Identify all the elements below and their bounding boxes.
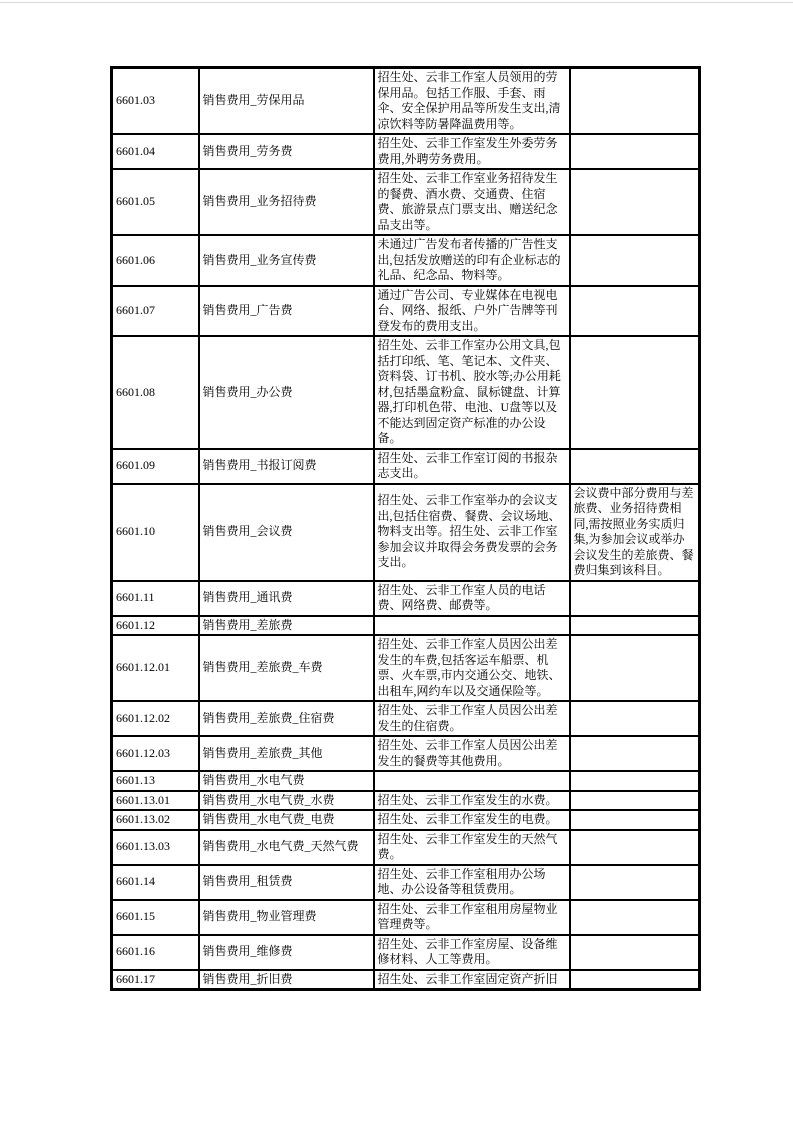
account-name-cell: 销售费用_差旅费_住宿费 — [199, 701, 374, 736]
account-code-cell: 6601.03 — [112, 68, 199, 135]
account-description-cell: 招生处、云非工作室租用房屋物业管理费等。 — [374, 900, 570, 935]
table-row — [112, 616, 700, 636]
account-notes-cell — [570, 970, 700, 990]
account-name-cell: 销售费用_水电气费_水费 — [199, 791, 374, 811]
account-notes-cell: 会议费中部分费用与差旅费、业务招待费相同,需按照业务实质归集,为参加会议或举办会议发生的差旅费、餐费归集到该科目。 — [570, 484, 700, 581]
table-row — [112, 286, 700, 337]
table-row — [112, 900, 700, 935]
account-notes-cell — [570, 810, 700, 830]
table-row — [112, 449, 700, 484]
expense-account-table-body — [112, 68, 700, 990]
account-code-cell: 6601.12.02 — [112, 701, 199, 736]
account-notes-cell — [570, 635, 700, 701]
account-notes-cell — [570, 68, 700, 135]
account-name-cell: 销售费用_水电气费_电费 — [199, 810, 374, 830]
table-row — [112, 134, 700, 169]
account-code-cell: 6601.14 — [112, 865, 199, 900]
account-notes-cell — [570, 449, 700, 484]
account-name-cell: 销售费用_劳保用品 — [199, 68, 374, 135]
account-description-cell — [374, 771, 570, 791]
account-notes-cell — [570, 336, 700, 449]
account-code-cell: 6601.16 — [112, 935, 199, 970]
table-row — [112, 635, 700, 701]
account-code-cell: 6601.13.01 — [112, 791, 199, 811]
account-code-cell: 6601.10 — [112, 484, 199, 581]
account-notes-cell — [570, 865, 700, 900]
account-description-cell: 招生处、云非工作室人员因公出差发生的餐费等其他费用。 — [374, 736, 570, 771]
account-name-cell: 销售费用_差旅费_其他 — [199, 736, 374, 771]
account-name-cell: 销售费用_书报订阅费 — [199, 449, 374, 484]
account-name-cell: 销售费用_维修费 — [199, 935, 374, 970]
account-notes-cell — [570, 935, 700, 970]
account-notes-cell — [570, 134, 700, 169]
account-code-cell: 6601.13.03 — [112, 830, 199, 865]
table-row — [112, 865, 700, 900]
table-row — [112, 169, 700, 235]
account-notes-cell — [570, 771, 700, 791]
account-name-cell: 销售费用_租赁费 — [199, 865, 374, 900]
account-description-cell: 招生处、云非工作室业务招待发生的餐费、酒水费、交通费、住宿费、旅游景点门票支出、赠送纪念品支出等。 — [374, 169, 570, 235]
account-name-cell: 销售费用_办公费 — [199, 336, 374, 449]
account-notes-cell — [570, 900, 700, 935]
account-description-cell: 招生处、云非工作室发生外委劳务费用,外聘劳务费用。 — [374, 134, 570, 169]
table-row — [112, 970, 700, 990]
account-description-cell: 招生处、云非工作室发生的电费。 — [374, 810, 570, 830]
table-row — [112, 810, 700, 830]
account-name-cell: 销售费用_折旧费 — [199, 970, 374, 990]
account-code-cell: 6601.04 — [112, 134, 199, 169]
account-name-cell: 销售费用_业务招待费 — [199, 169, 374, 235]
account-description-cell: 招生处、云非工作室人员领用的劳保用品。包括工作服、手套、雨伞、安全保护用品等所发生支出,清凉饮料等防暑降温费用等。 — [374, 68, 570, 135]
account-name-cell: 销售费用_劳务费 — [199, 134, 374, 169]
account-description-cell: 未通过广告发布者传播的广告性支出,包括发放赠送的印有企业标志的礼品、纪念品、物料等。 — [374, 235, 570, 286]
account-code-cell: 6601.12.01 — [112, 635, 199, 701]
account-name-cell: 销售费用_水电气费 — [199, 771, 374, 791]
account-notes-cell — [570, 701, 700, 736]
account-notes-cell — [570, 286, 700, 337]
account-notes-cell — [570, 235, 700, 286]
account-description-cell: 招生处、云非工作室办公用文具,包括打印纸、笔、笔记本、文件夹、资料袋、订书机、胶水等;办公用耗材,包括墨盒粉盒、鼠标键盘、计算器,打印机色带、电池、U盘等以及不能达到固定资产标准的办公设备。 — [374, 336, 570, 449]
table-row — [112, 235, 700, 286]
account-name-cell: 销售费用_业务宣传费 — [199, 235, 374, 286]
account-notes-cell — [570, 791, 700, 811]
table-row — [112, 336, 700, 449]
account-name-cell: 销售费用_水电气费_天然气费 — [199, 830, 374, 865]
account-code-cell: 6601.17 — [112, 970, 199, 990]
table-row — [112, 771, 700, 791]
account-code-cell: 6601.09 — [112, 449, 199, 484]
account-name-cell: 销售费用_差旅费 — [199, 616, 374, 636]
table-row — [112, 68, 700, 135]
expense-account-table — [110, 66, 701, 991]
account-name-cell: 销售费用_会议费 — [199, 484, 374, 581]
account-description-cell: 招生处、云非工作室人员因公出差发生的住宿费。 — [374, 701, 570, 736]
account-code-cell: 6601.11 — [112, 581, 199, 616]
account-description-cell: 招生处、云非工作室发生的天然气费。 — [374, 830, 570, 865]
account-description-cell: 招生处、云非工作室发生的水费。 — [374, 791, 570, 811]
account-name-cell: 销售费用_广告费 — [199, 286, 374, 337]
account-description-cell: 招生处、云非工作室人员的电话费、网络费、邮费等。 — [374, 581, 570, 616]
account-code-cell: 6601.07 — [112, 286, 199, 337]
account-notes-cell — [570, 830, 700, 865]
account-name-cell: 销售费用_物业管理费 — [199, 900, 374, 935]
account-description-cell: 招生处、云非工作室租用办公场地、办公设备等租赁费用。 — [374, 865, 570, 900]
account-description-cell: 通过广告公司、专业媒体在电视电台、网络、报纸、户外广告牌等刊登发布的费用支出。 — [374, 286, 570, 337]
account-description-cell: 招生处、云非工作室人员因公出差发生的车费,包括客运车船票、机票、火车票,市内交通公交、地铁、出租车,网约车以及交通保险等。 — [374, 635, 570, 701]
account-description-cell: 招生处、云非工作室房屋、设备维修材料、人工等费用。 — [374, 935, 570, 970]
table-row — [112, 935, 700, 970]
account-code-cell: 6601.13 — [112, 771, 199, 791]
account-code-cell: 6601.08 — [112, 336, 199, 449]
account-code-cell: 6601.05 — [112, 169, 199, 235]
account-code-cell: 6601.15 — [112, 900, 199, 935]
account-name-cell: 销售费用_差旅费_车费 — [199, 635, 374, 701]
account-code-cell: 6601.12.03 — [112, 736, 199, 771]
account-name-cell: 销售费用_通讯费 — [199, 581, 374, 616]
account-notes-cell — [570, 581, 700, 616]
table-row — [112, 830, 700, 865]
account-code-cell: 6601.12 — [112, 616, 199, 636]
account-code-cell: 6601.13.02 — [112, 810, 199, 830]
account-description-cell: 招生处、云非工作室订阅的书报杂志支出。 — [374, 449, 570, 484]
table-row — [112, 701, 700, 736]
account-notes-cell — [570, 169, 700, 235]
account-description-cell — [374, 616, 570, 636]
table-row — [112, 791, 700, 811]
page-top-rule — [0, 2, 793, 3]
account-description-cell: 招生处、云非工作室固定资产折旧 — [374, 970, 570, 990]
account-notes-cell — [570, 736, 700, 771]
account-description-cell: 招生处、云非工作室举办的会议支出,包括住宿费、餐费、会议场地、物料支出等。招生处、云非工作室参加会议并取得会务费发票的会务支出。 — [374, 484, 570, 581]
table-row — [112, 736, 700, 771]
table-row — [112, 581, 700, 616]
account-notes-cell — [570, 616, 700, 636]
account-code-cell: 6601.06 — [112, 235, 199, 286]
table-row — [112, 484, 700, 581]
